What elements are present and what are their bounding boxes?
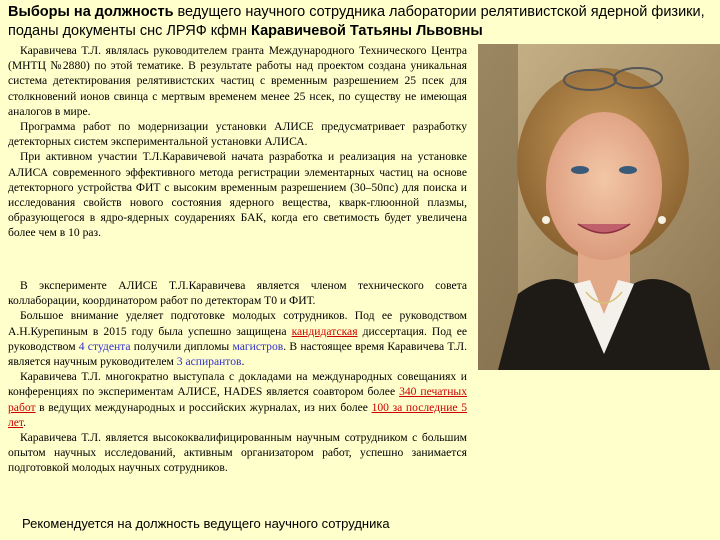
bio-paragraph-fit: При активном участии Т.Л.Каравичевой начата разработка и реализация на установке АЛИСА современного эффективного метода регистрации элементарных частиц на основе детекторного устройства ФИТ с высоким временным разрешением (30–50пс) для поиска и исследования свойств нового состояния ядерного вещества, кварк-глюонной плазмы, образующегося в ядро-ядерных соударениях БАК, когда его светимость будет увеличена более чем в 10 раз.: [8, 150, 467, 240]
highlight-students: 4 студента: [78, 339, 131, 353]
title-position: ведущего научного сотрудника лаборатории релятивистской ядерной физики, поданы документы снс ЛРЯФ кфмн: [8, 4, 705, 39]
highlight-recent: 100 за последние 5 лет: [8, 400, 467, 429]
bio-paragraph-grant: Каравичева Т.Л. являлась руководителем гранта Международного Технического Центра (МНТЦ №2880) по этой тематике. В результате работы над проектом создана уникальная система детектирования релятивистских частиц с временным разрешением 25 псек для столкновений ионов свинца с мертвым временем менее 25 нсек, по существу не имеющая аналогов в мире.: [8, 44, 467, 118]
title-elections: Выборы на должность: [8, 4, 174, 20]
highlight-masters: магистров: [232, 339, 284, 353]
text-run: диссертация. Под ее руководством: [8, 324, 467, 353]
text-run: . В настоящее время Каравичева Т.Л. является научным руководителем: [8, 339, 467, 369]
recommendation-text: Рекомендуется на должность ведущего научного сотрудника: [22, 516, 390, 531]
highlight-candidate: кандидатская: [291, 324, 358, 338]
title-candidate-name: Каравичевой Татьяны Львовны: [251, 23, 483, 39]
bio-paragraph-alice: В эксперименте АЛИСЕ Т.Л.Каравичева является членом технического совета коллаборации, координатором работ по детекторам Т0 и ФИТ.: [8, 279, 467, 308]
highlight-publications: 340 печатных работ: [8, 385, 467, 414]
portrait-photo: [478, 44, 720, 370]
page-title: [8, 3, 714, 41]
biography-section-2: [8, 278, 467, 476]
bio-paragraph-summary: Каравичева Т.Л. является высококвалифицированным научным сотрудником с большим опытом научных исследований, активным организатором работ, успешно занимается подготовкой молодых научных сотрудников.: [8, 431, 467, 475]
text-run: в ведущих международных и российских журналах, из них более: [35, 400, 372, 414]
bio-paragraph-students: [8, 308, 467, 369]
biography-section-1: [8, 43, 467, 241]
text-run: получили дипломы: [130, 339, 233, 353]
text-run: .: [23, 415, 27, 429]
bio-paragraph-publications: [8, 369, 467, 430]
bio-paragraph-program: Программа работ по модернизации установки АЛИСЕ предусматривает разработку детекторных систем экспериментальной установки АЛИСА.: [8, 120, 467, 149]
highlight-aspirants: 3 аспирантов: [176, 355, 242, 369]
text-run: Большое внимание уделяет подготовке молодых сотрудников. Под ее руководством А.Н.Курепиным в 2015 году была успешно защищена: [8, 309, 467, 338]
text-run: Каравичева Т.Л. многократно выступала с докладами на международных совещаниях и конференциях по экспериментам АЛИСЕ, HADES является соавтором более: [8, 370, 467, 399]
text-run: .: [241, 355, 245, 369]
